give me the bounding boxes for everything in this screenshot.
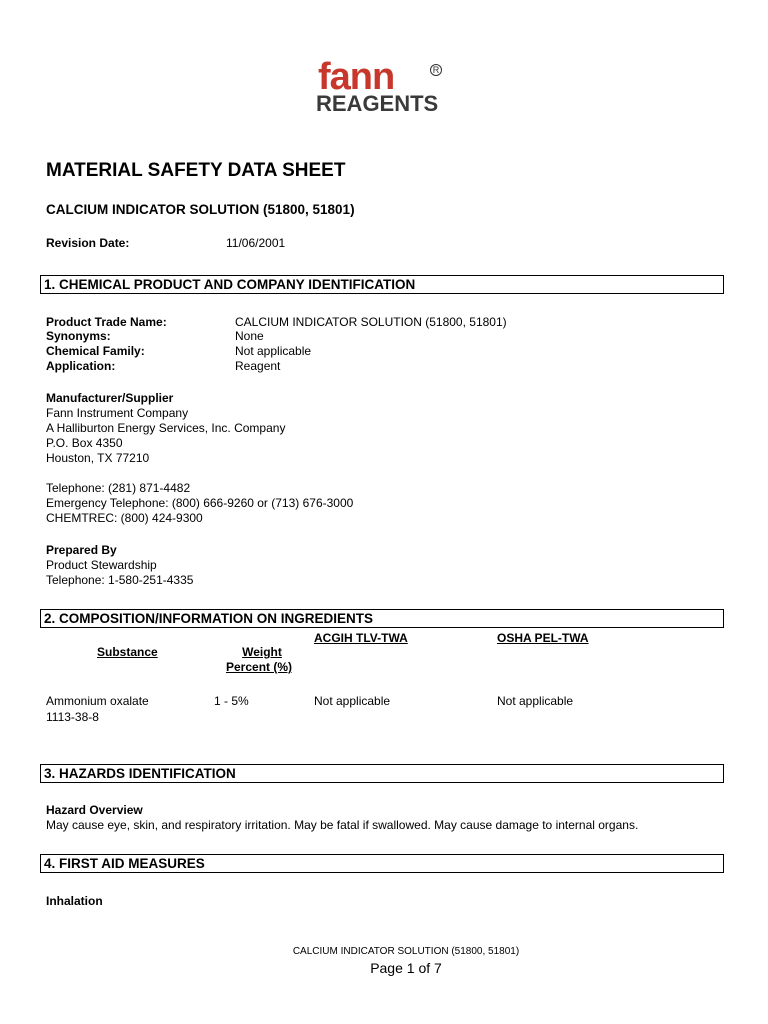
page-title: MATERIAL SAFETY DATA SHEET bbox=[46, 160, 346, 181]
table-cell-substance: Ammonium oxalate bbox=[46, 694, 149, 708]
section-2-title: 2. COMPOSITION/INFORMATION ON INGREDIENTS bbox=[44, 611, 374, 626]
table-cell-acgih: Not applicable bbox=[314, 694, 391, 708]
prepared-by-line: Product Stewardship bbox=[46, 558, 157, 572]
revision-date-value: 11/06/2001 bbox=[226, 236, 286, 250]
section-1-title: 1. CHEMICAL PRODUCT AND COMPANY IDENTIFICATION bbox=[44, 277, 416, 292]
field-label: Product Trade Name: bbox=[46, 315, 167, 329]
column-header-weight-percent: Percent (%) bbox=[226, 660, 293, 674]
footer-document-name: CALCIUM INDICATOR SOLUTION (51800, 51801) bbox=[292, 946, 520, 957]
column-header-weight: Weight bbox=[242, 645, 282, 659]
table-cell-cas: 1113-38-8 bbox=[46, 710, 99, 724]
prepared-by-line: Telephone: 1-580-251-4335 bbox=[46, 573, 194, 587]
field-label: Synonyms: bbox=[46, 329, 111, 343]
section-3-title: 3. HAZARDS IDENTIFICATION bbox=[44, 766, 236, 781]
field-value: None bbox=[235, 329, 264, 343]
table-cell-osha: Not applicable bbox=[497, 694, 574, 708]
phone-line: Telephone: (281) 871-4482 bbox=[46, 481, 191, 495]
column-header-acgih: ACGIH TLV-TWA bbox=[314, 631, 408, 645]
field-value: Not applicable bbox=[235, 344, 312, 358]
brand-logo-subtext: REAGENTS bbox=[316, 91, 439, 116]
section-2-header bbox=[40, 609, 724, 628]
field-label: Application: bbox=[46, 359, 116, 373]
product-subtitle: CALCIUM INDICATOR SOLUTION (51800, 51801) bbox=[46, 202, 355, 217]
manufacturer-line: Fann Instrument Company bbox=[46, 406, 189, 420]
manufacturer-line: A Halliburton Energy Services, Inc. Company bbox=[46, 421, 286, 435]
table-cell-weight: 1 - 5% bbox=[214, 694, 249, 708]
section-4-header bbox=[40, 854, 724, 873]
revision-date-label: Revision Date: bbox=[46, 236, 130, 250]
field-label: Chemical Family: bbox=[46, 344, 145, 358]
section-4-title: 4. FIRST AID MEASURES bbox=[44, 856, 205, 871]
column-header-osha: OSHA PEL-TWA bbox=[497, 631, 589, 645]
manufacturer-line: P.O. Box 4350 bbox=[46, 436, 123, 450]
phone-line: CHEMTREC: (800) 424-9300 bbox=[46, 511, 203, 525]
hazard-overview-label: Hazard Overview bbox=[46, 803, 143, 817]
manufacturer-line: Houston, TX 77210 bbox=[46, 451, 150, 465]
hazard-overview-text: May cause eye, skin, and respiratory irritation. May be fatal if swallowed. May cause damage to internal organs. bbox=[46, 818, 639, 832]
section-1-header bbox=[40, 275, 724, 294]
field-value: CALCIUM INDICATOR SOLUTION (51800, 51801) bbox=[235, 315, 507, 329]
manufacturer-heading: Manufacturer/Supplier bbox=[46, 391, 174, 405]
prepared-by-heading: Prepared By bbox=[46, 543, 117, 557]
phone-line: Emergency Telephone: (800) 666-9260 or (713) 676-3000 bbox=[46, 496, 354, 510]
brand-logo-text: fann bbox=[318, 56, 395, 98]
registered-mark-icon: R bbox=[430, 64, 442, 76]
footer-page-number: Page 1 of 7 bbox=[370, 960, 442, 976]
section-3-header bbox=[40, 764, 724, 783]
inhalation-label: Inhalation bbox=[46, 894, 103, 908]
field-value: Reagent bbox=[235, 359, 281, 373]
column-header-substance: Substance bbox=[97, 645, 158, 659]
